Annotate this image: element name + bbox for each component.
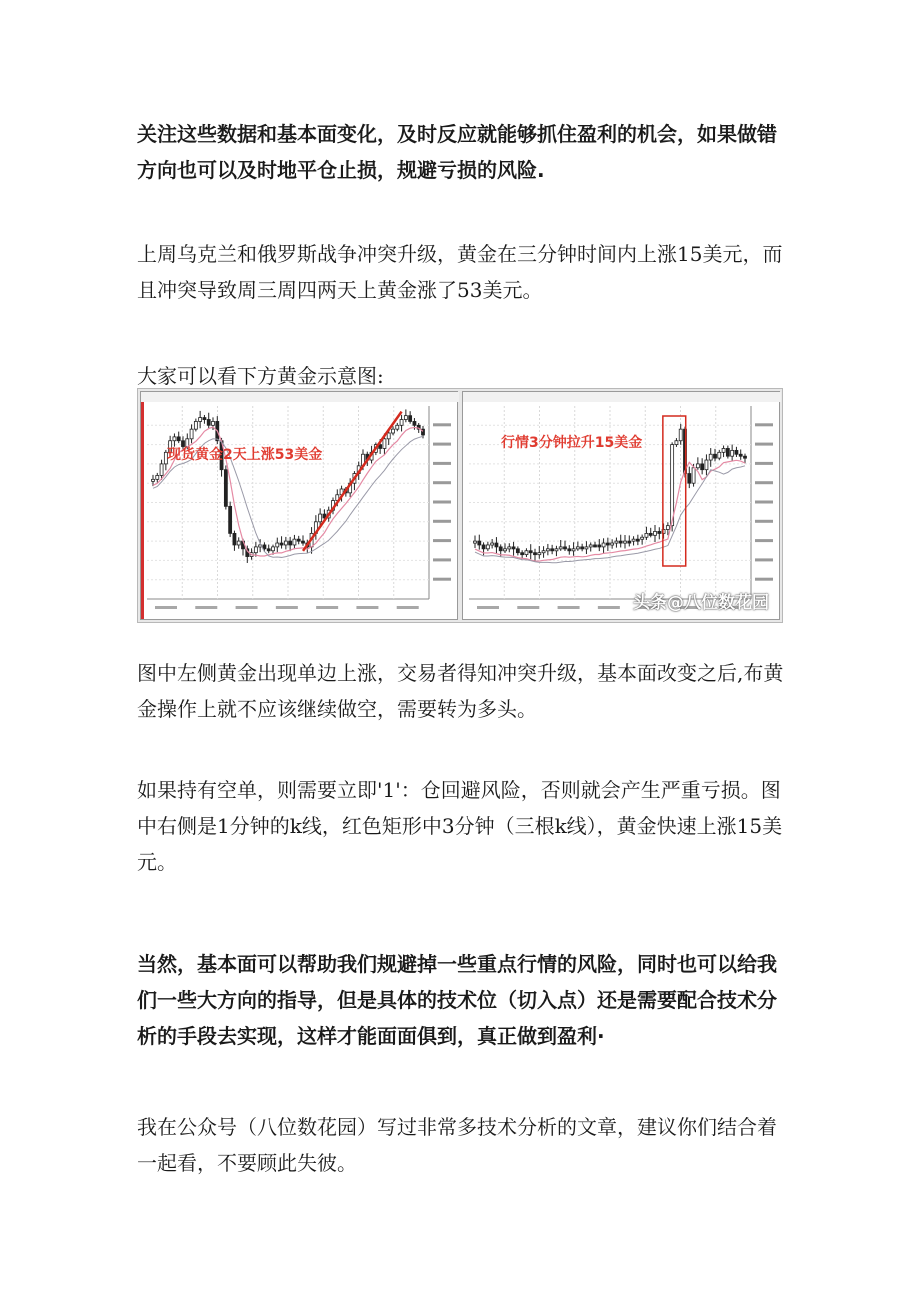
candle-body [152, 479, 155, 481]
candle-body [671, 445, 674, 526]
candle-body [744, 456, 747, 458]
candle-body [611, 543, 614, 545]
candle-body [636, 539, 639, 541]
candle-body [254, 547, 257, 553]
candle-body [538, 553, 541, 555]
candle-body [589, 545, 592, 547]
price-tick-mark [433, 443, 451, 446]
candle-body [190, 429, 193, 439]
candle-body [576, 547, 579, 549]
price-tick-mark [755, 501, 773, 504]
left-annotation: 现货黄金2天上涨53美金 [167, 447, 323, 463]
candle-body [404, 416, 407, 420]
candle-body [654, 531, 657, 535]
candle-body [568, 549, 571, 551]
candle-body [160, 464, 163, 476]
paragraph-2: 上周乌克兰和俄罗斯战争冲突升级，黄金在三分钟时间内上涨15美元，而且冲突导致周三周四两天上黄金涨了53美元。 [137, 242, 783, 302]
candle-body [203, 418, 206, 420]
candle-body [237, 541, 240, 545]
time-tick-mark [477, 606, 499, 609]
price-tick-mark [433, 539, 451, 542]
price-tick-mark [433, 423, 451, 426]
candle-body [696, 464, 699, 468]
candle-body [529, 551, 532, 553]
candle-body [173, 437, 176, 441]
candle-body [392, 429, 395, 433]
candle-body [534, 553, 537, 555]
right-chart [463, 392, 781, 621]
candle-body [645, 533, 648, 537]
candle-body [495, 543, 498, 547]
candle-body [512, 547, 515, 549]
price-tick-mark [433, 520, 451, 523]
candle-body [478, 541, 481, 545]
candle-body [413, 421, 416, 425]
chart-title-strip [141, 392, 459, 402]
candle-body [276, 543, 279, 547]
candle-body [177, 437, 180, 441]
candle-body [705, 460, 708, 470]
left-chart [141, 392, 459, 621]
candle-body [675, 441, 678, 445]
candle-body [504, 549, 507, 551]
time-tick-mark [558, 606, 580, 609]
chart-title-strip [463, 392, 781, 402]
gold-chart-figure [137, 388, 783, 623]
candle-body [267, 549, 270, 551]
candle-body [551, 549, 554, 551]
candle-body [564, 547, 567, 549]
candle-body [233, 533, 236, 545]
candle-body [628, 541, 631, 543]
candle-body [199, 418, 202, 422]
candle-body [387, 433, 390, 439]
price-tick-mark [755, 520, 773, 523]
trend-line [303, 412, 402, 551]
candle-body [739, 454, 742, 456]
candle-body [263, 545, 266, 549]
candle-body [722, 448, 725, 452]
candle-body [319, 514, 322, 522]
candle-body [297, 539, 300, 541]
candle-body [516, 549, 519, 553]
candle-body [598, 545, 601, 547]
candle-body [731, 450, 734, 456]
candle-body [632, 539, 635, 541]
candle-body [735, 450, 738, 454]
candle-body [585, 547, 588, 549]
time-tick-mark [155, 606, 177, 609]
candle-body [499, 547, 502, 551]
left-chart-panel [140, 391, 458, 620]
paragraph-3: 大家可以看下方黄金示意图: [137, 364, 384, 388]
candle-body [521, 553, 524, 555]
paragraph-4: 图中左侧黄金出现单边上涨，交易者得知冲突升级，基本面改变之后,布黄金操作上就不应该继续做空，需要转为多头。 [137, 661, 784, 721]
price-tick-mark [755, 578, 773, 581]
candle-body [156, 475, 159, 479]
candle-body [383, 439, 386, 449]
candle-body [619, 541, 622, 543]
candle-body [207, 420, 210, 426]
price-tick-mark [433, 501, 451, 504]
time-tick-mark [276, 606, 298, 609]
time-tick-mark [598, 606, 620, 609]
candle-body [289, 541, 292, 545]
candle-body [280, 543, 283, 545]
candle-body [474, 541, 477, 543]
candle-body [542, 551, 545, 553]
price-tick-mark [433, 578, 451, 581]
candle-body [194, 421, 197, 429]
price-tick-mark [433, 462, 451, 465]
candle-body [400, 420, 403, 426]
candle-body [658, 531, 661, 533]
candle-body [726, 448, 729, 456]
candle-body [212, 421, 215, 425]
candle-body [679, 429, 682, 441]
time-tick-mark [236, 606, 258, 609]
candle-body [718, 452, 721, 458]
candle-body [302, 541, 305, 543]
price-tick-mark [755, 462, 773, 465]
candle-body [525, 551, 528, 555]
candle-body [482, 545, 485, 549]
candle-body [555, 549, 558, 551]
candle-body [284, 541, 287, 545]
right-annotation: 行情3分钟拉升15美金 [501, 435, 643, 451]
candle-body [641, 537, 644, 539]
candle-body [572, 549, 575, 551]
candle-body [602, 543, 605, 547]
candle-body [491, 543, 494, 545]
candle-body [594, 545, 597, 547]
time-tick-mark [517, 606, 539, 609]
candle-body [229, 506, 232, 533]
price-tick-mark [755, 481, 773, 484]
candle-body [546, 549, 549, 551]
candle-body [272, 547, 275, 551]
candle-body [688, 474, 691, 484]
candle-body [624, 541, 627, 543]
candle-body [293, 539, 296, 545]
candle-body [649, 533, 652, 535]
watermark: 头条@八位数花园 [633, 593, 769, 613]
paragraph-7: 我在公众号（八位数花园）写过非常多技术分析的文章，建议你们结合着一起看，不要顾此失彼。 [137, 1115, 777, 1175]
candle-body [224, 470, 227, 507]
candle-body [692, 468, 695, 483]
candle-body [714, 454, 717, 458]
paragraph-6: 当然，基本面可以帮助我们规避掉一些重点行情的风险，同时也可以给我们一些大方向的指导，但是具体的技术位（切入点）还是需要配合技术分析的手段去实现，这样才能面面俱到，真正做到盈利· [137, 952, 777, 1048]
paragraph-5: 如果持有空单，则需要立即'1'：仓回避风险，否则就会产生严重亏损。图中右侧是1分钟的k线，红色矩形中3分钟（三根k线），黄金快速上涨15美元。 [137, 778, 783, 874]
price-tick-mark [433, 481, 451, 484]
candle-body [409, 416, 412, 422]
candle-body [581, 547, 584, 549]
candle-body [396, 425, 399, 429]
candle-body [508, 547, 511, 549]
price-tick-mark [755, 423, 773, 426]
candle-body [701, 464, 704, 470]
candle-body [709, 454, 712, 460]
price-tick-mark [755, 558, 773, 561]
price-tick-mark [755, 539, 773, 542]
candle-body [615, 541, 618, 543]
candle-body [666, 526, 669, 530]
candle-body [486, 545, 489, 549]
right-chart-panel [462, 391, 780, 620]
candle-body [559, 547, 562, 549]
price-tick-mark [755, 443, 773, 446]
time-tick-mark [397, 606, 419, 609]
time-tick-mark [316, 606, 338, 609]
price-tick-mark [433, 558, 451, 561]
candle-body [606, 543, 609, 545]
time-tick-mark [195, 606, 217, 609]
paragraph-1: 关注这些数据和基本面变化，及时反应就能够抓住盈利的机会，如果做错方向也可以及时地平仓止损，规避亏损的风险. [137, 122, 777, 182]
time-tick-mark [356, 606, 378, 609]
